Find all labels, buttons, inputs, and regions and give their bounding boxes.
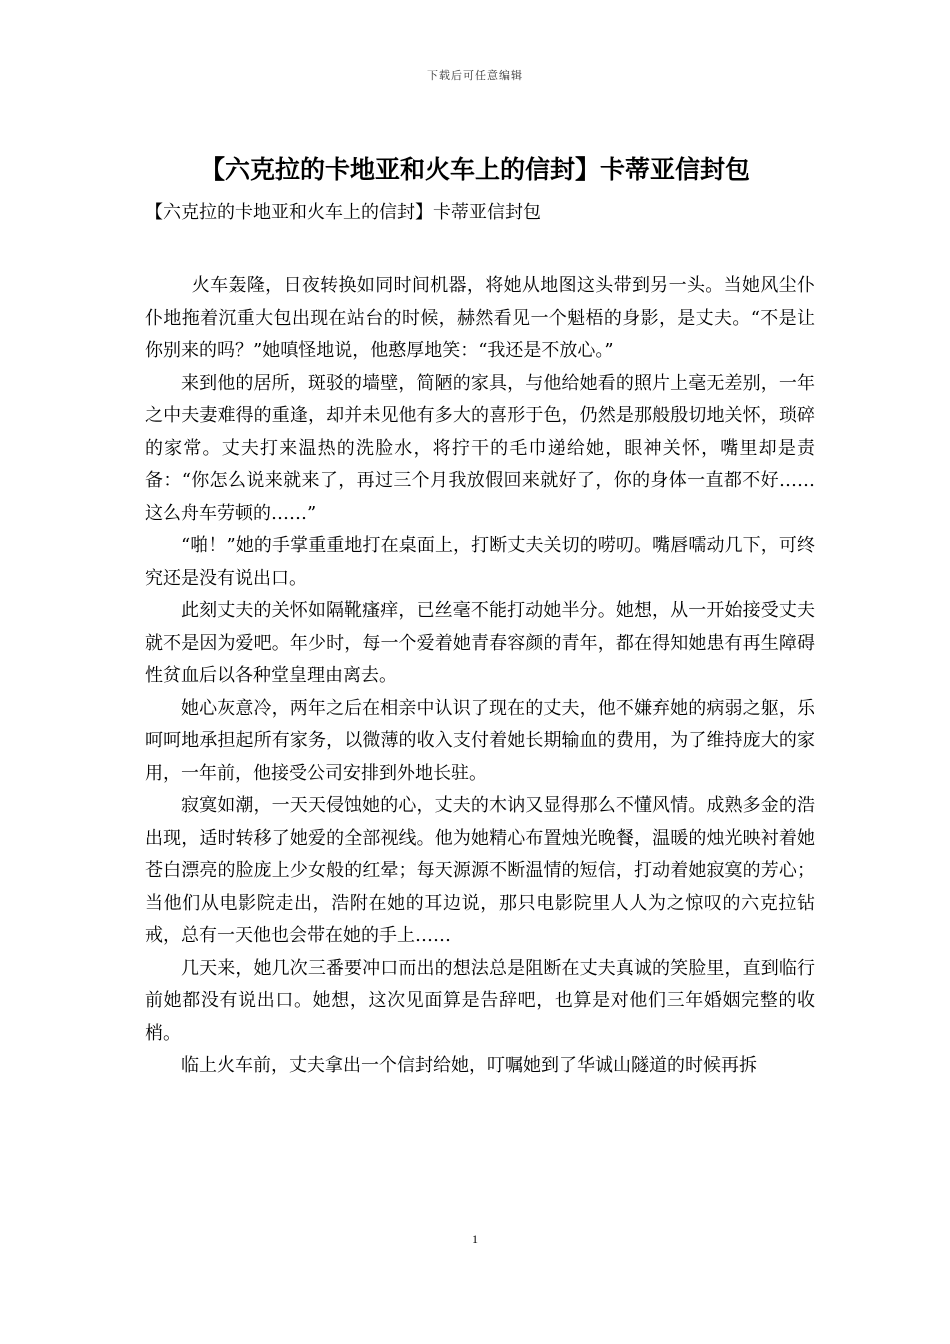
header-note: 下载后可任意编辑: [427, 69, 523, 82]
paragraph: “啪！”她的手掌重重地打在桌面上，打断丈夫关切的唠叨。嘴唇嚅动几下，可终究还是没有说出口。: [145, 535, 815, 589]
page-number: 1: [472, 1232, 478, 1246]
paragraph: 临上火车前，丈夫拿出一个信封给她，叮嘱她到了华诚山隧道的时候再拆: [181, 1055, 757, 1076]
paragraph: 来到他的居所，斑驳的墙壁，简陋的家具，与他给她看的照片上毫无差别，一年之中夫妻难得的重逢，却并未见他有多大的喜形于色，仍然是那般殷切地关怀，琐碎的家常。丈夫打来温热的洗脸水，将拧干的毛巾递给她，眼神关怀，嘴里却是责备：“你怎么说来就来了，再过三个月我放假回来就好了，你的身体一直都不好……这么舟车劳顿的……”: [145, 372, 815, 524]
paragraph: 几天来，她几次三番要冲口而出的想法总是阻断在丈夫真诚的笑脸里，直到临行前她都没有说出口。她想，这次见面算是告辞吧，也算是对他们三年婚姻完整的收梢。: [145, 957, 815, 1044]
paragraph: 寂寞如潮，一天天侵蚀她的心，丈夫的木讷又显得那么不懂风情。成熟多金的浩出现，适时转移了她爱的全部视线。他为她精心布置烛光晚餐，温暖的烛光映衬着她苍白漂亮的脸庞上少女般的红晕；每天源源不断温情的短信，打动着她寂寞的芳心；当他们从电影院走出，浩附在她的耳边说，那只电影院里人人为之惊叹的六克拉钻戒，总有一天他也会带在她的手上……: [145, 795, 815, 946]
paragraph: 火车轰隆，日夜转换如同时间机器，将她从地图这头带到另一头。当她风尘仆仆地拖着沉重大包出现在站台的时候，赫然看见一个魁梧的身影，是丈夫。“不是让你别来的吗？”她嗔怪地说，他憨厚地笑：“我还是不放心。”: [145, 275, 815, 361]
article-body: [145, 270, 815, 1083]
paragraph: 她心灰意冷，两年之后在相亲中认识了现在的丈夫，他不嫌弃她的病弱之躯，乐呵呵地承担起所有家务，以微薄的收入支付着她长期输血的费用，为了维持庞大的家用，一年前，他接受公司安排到外地长驻。: [145, 697, 815, 784]
document-subtitle: 【六克拉的卡地亚和火车上的信封】卡蒂亚信封包: [145, 202, 541, 223]
document-title: 【六克拉的卡地亚和火车上的信封】卡蒂亚信封包: [199, 155, 750, 184]
paragraph: 此刻丈夫的关怀如隔靴瘙痒，已丝毫不能打动她半分。她想，从一开始接受丈夫就不是因为爱吧。年少时，每一个爱着她青春容颜的青年，都在得知她患有再生障碍性贫血后以各种堂皇理由离去。: [145, 600, 815, 686]
